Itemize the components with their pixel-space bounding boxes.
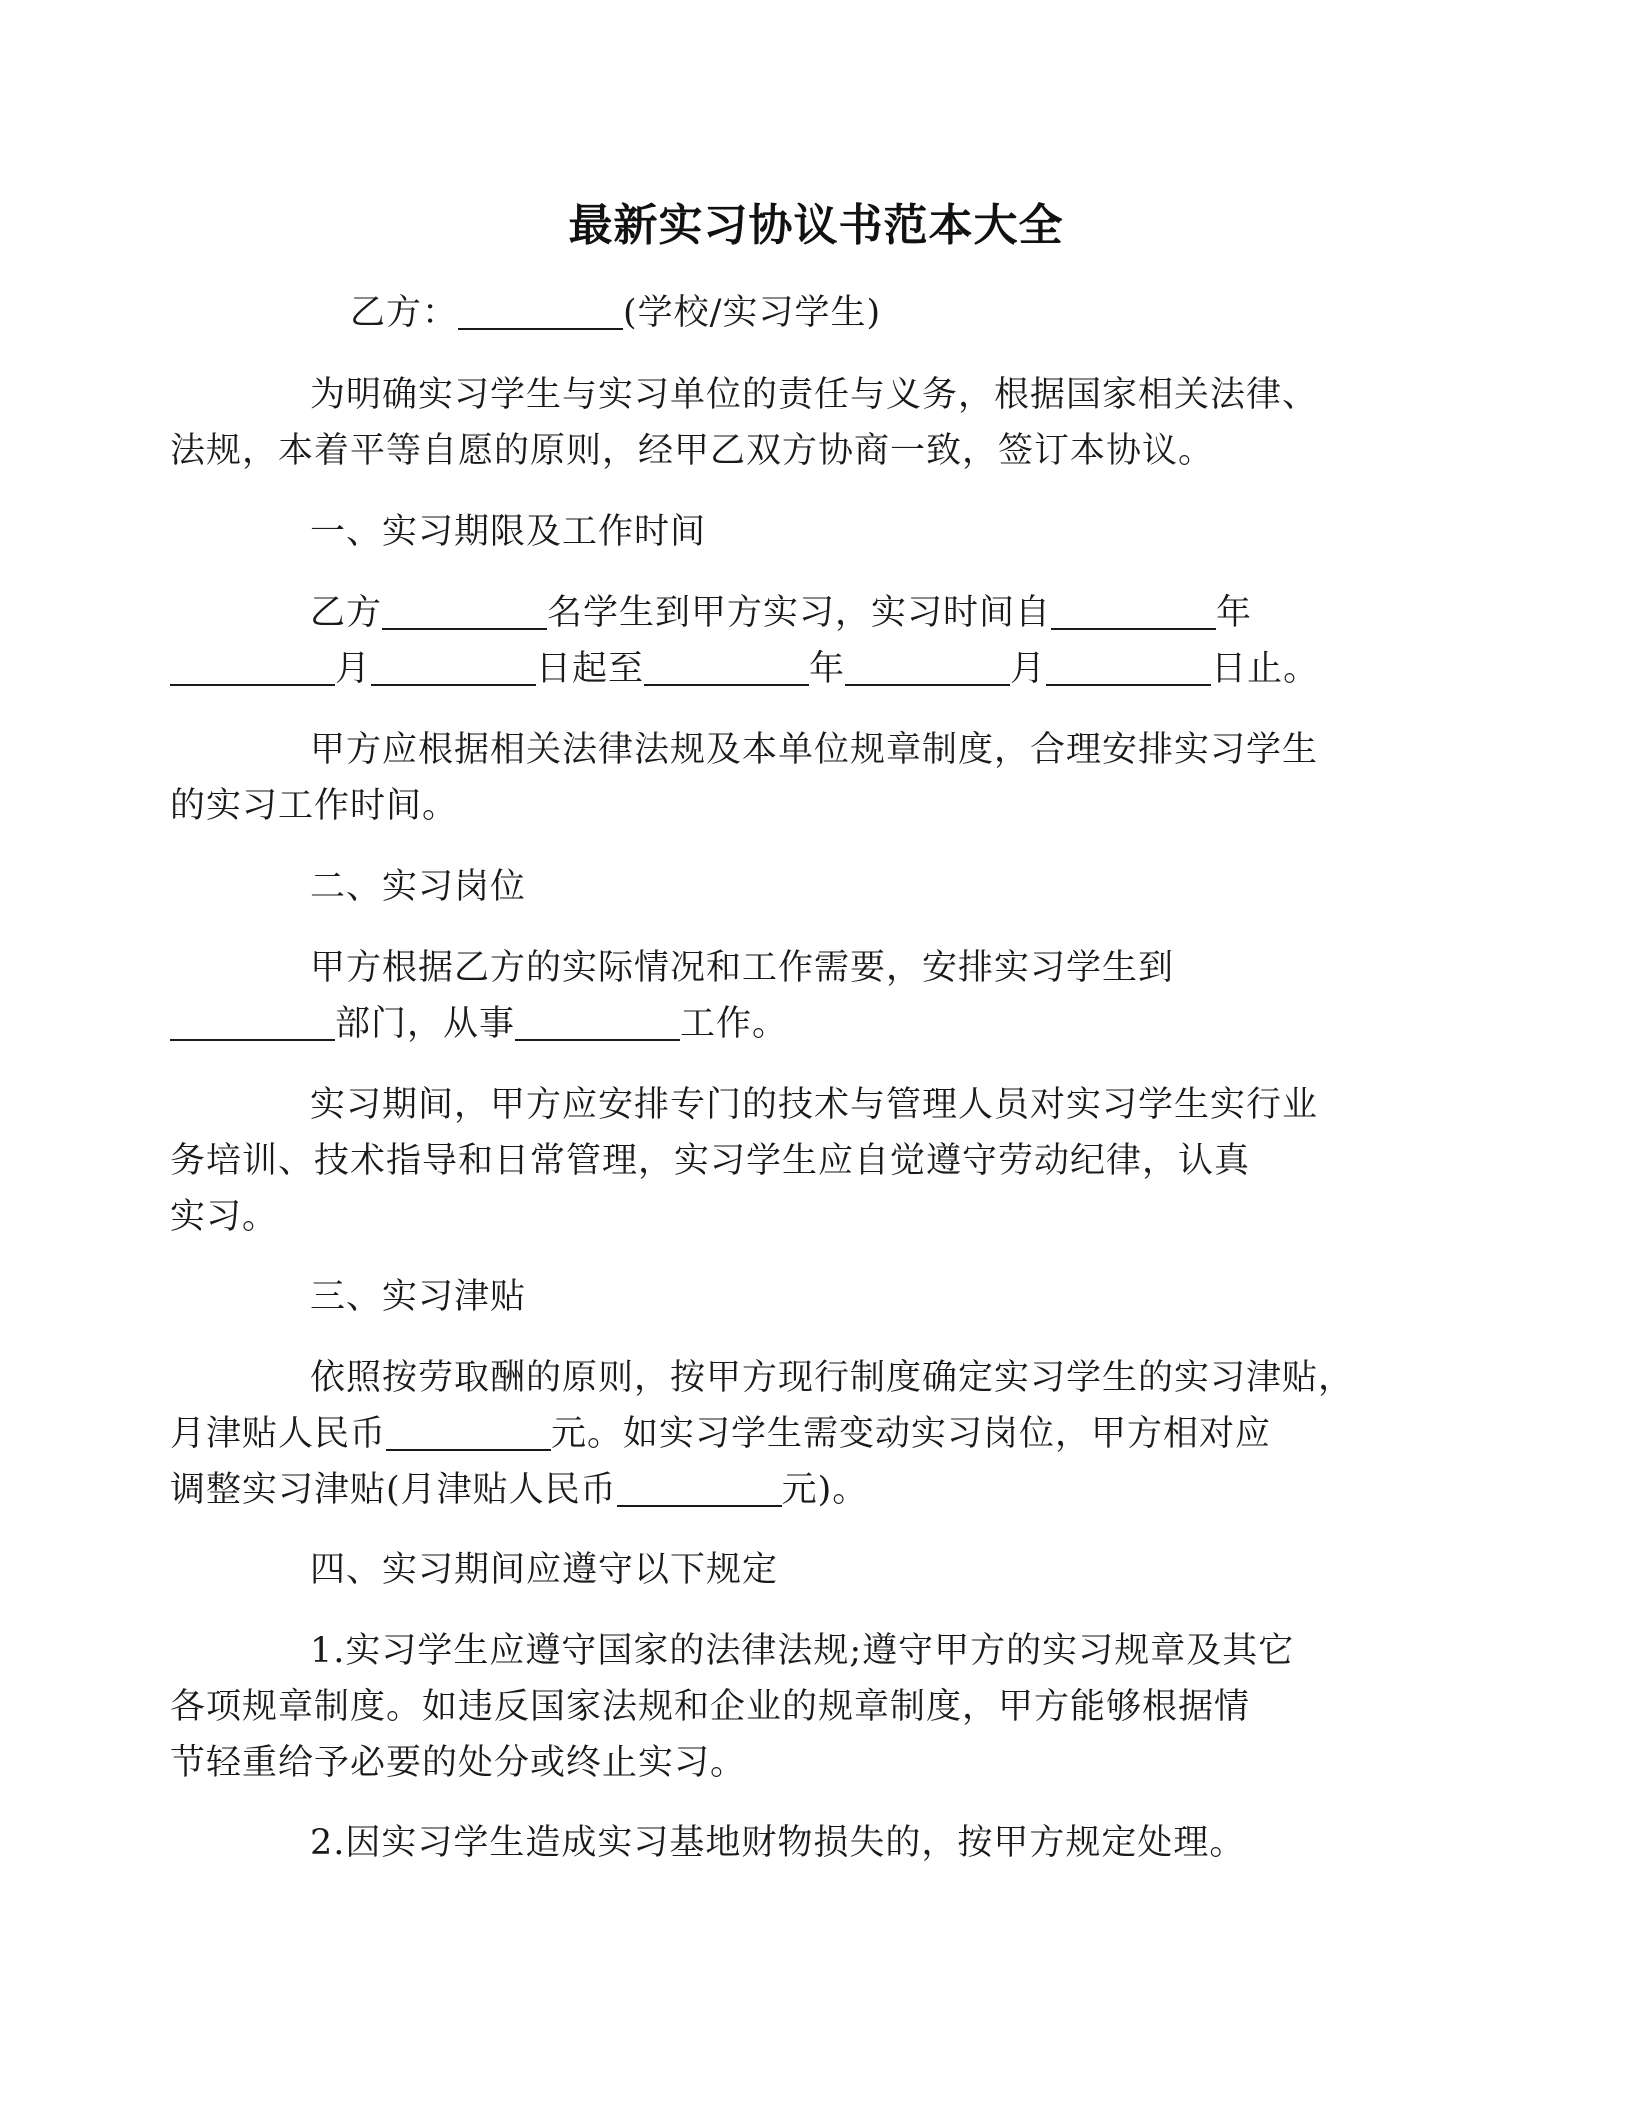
party-b-blank[interactable] — [458, 288, 623, 330]
s4i1-line-1: 1.实习学生应遵守国家的法律法规;遵守甲方的实习规章及其它 — [310, 1631, 1295, 1671]
s1p2-line-2: 的实习工作时间。 — [170, 786, 459, 826]
s4i1-line-3: 节轻重给予必要的处分或终止实习。 — [170, 1743, 747, 1783]
department-blank[interactable] — [170, 999, 335, 1041]
section-2-paragraph-1 — [240, 940, 1410, 1052]
s4i2-line-1: 2.因实习学生造成实习基地财物损失的，按甲方规定处理。 — [310, 1823, 1246, 1863]
work-type-blank[interactable] — [515, 999, 680, 1041]
party-b-line — [350, 285, 1520, 341]
end-month-blank[interactable] — [845, 644, 1010, 686]
document-title: 最新实习协议书范本大全 — [568, 200, 1064, 251]
s3p1-text-4: 元)。 — [781, 1470, 869, 1510]
s1p2-line-1: 甲方应根据相关法律法规及本单位规章制度，合理安排实习学生 — [310, 730, 1319, 770]
s1p1-text-6: 年 — [809, 649, 846, 689]
end-day-blank[interactable] — [1046, 644, 1211, 686]
s2p1-text-2: 工作。 — [680, 1004, 789, 1044]
s1p1-text-8: 日止。 — [1211, 649, 1320, 689]
s2p1-line-1: 甲方根据乙方的实际情况和工作需要，安排实习学生到 — [310, 948, 1175, 988]
section-4-item-1 — [170, 1623, 1410, 1791]
adjusted-allowance-blank[interactable] — [617, 1465, 782, 1507]
party-b-label: 乙方： — [350, 293, 459, 333]
monthly-allowance-blank[interactable] — [386, 1409, 551, 1451]
s3p1-text-3: 调整实习津贴(月津贴人民币 — [170, 1470, 617, 1510]
intro-line-1: 为明确实习学生与实习单位的责任与义务，根据国家相关法律、 — [310, 375, 1319, 415]
student-count-blank[interactable] — [382, 588, 547, 630]
start-day-blank[interactable] — [371, 644, 536, 686]
section-3-heading-block — [240, 1269, 1410, 1325]
start-year-blank[interactable] — [1051, 588, 1216, 630]
s1p1-text-4: 月 — [335, 649, 372, 689]
section-2-paragraph-2 — [170, 1077, 1410, 1245]
end-year-blank[interactable] — [644, 644, 809, 686]
s1p1-text-2: 名学生到甲方实习，实习时间自 — [547, 593, 1052, 633]
intro-paragraph — [170, 367, 1410, 479]
section-3-paragraph-1 — [170, 1350, 1410, 1518]
s1p1-text-5: 日起至 — [536, 649, 645, 689]
section-2-heading: 二、实习岗位 — [310, 867, 527, 907]
section-2-heading-block — [240, 859, 1410, 915]
s1p1-text-1: 乙方 — [310, 593, 383, 633]
s3p1-text-2: 元。如实习学生需变动实习岗位，甲方相对应 — [551, 1414, 1272, 1454]
start-month-blank[interactable] — [170, 644, 335, 686]
s2p1-text-1: 部门，从事 — [335, 1004, 516, 1044]
s2p2-line-1: 实习期间，甲方应安排专门的技术与管理人员对实习学生实行业 — [310, 1085, 1319, 1125]
s2p2-line-3: 实习。 — [170, 1197, 279, 1237]
s4i1-line-2: 各项规章制度。如违反国家法规和企业的规章制度，甲方能够根据情 — [170, 1687, 1251, 1727]
section-4-heading-block — [240, 1542, 1410, 1598]
s3p1-text-1: 月津贴人民币 — [170, 1414, 387, 1454]
section-1-paragraph-1 — [240, 585, 1410, 697]
intro-line-2: 法规，本着平等自愿的原则，经甲乙双方协商一致，签订本协议。 — [170, 431, 1215, 471]
s3p1-line-1: 依照按劳取酬的原则，按甲方现行制度确定实习学生的实习津贴， — [310, 1358, 1355, 1398]
s2p2-line-2: 务培训、技术指导和日常管理，实习学生应自觉遵守劳动纪律，认真 — [170, 1141, 1251, 1181]
section-4-heading: 四、实习期间应遵守以下规定 — [310, 1550, 779, 1590]
section-4-item-2 — [240, 1815, 1410, 1871]
section-3-heading: 三、实习津贴 — [310, 1277, 527, 1317]
section-1-heading: 一、实习期限及工作时间 — [310, 512, 707, 552]
party-b-suffix: (学校/实习学生) — [623, 293, 882, 333]
section-1-heading-block — [240, 504, 1410, 560]
s1p1-text-7: 月 — [1010, 649, 1047, 689]
s1p1-text-3: 年 — [1216, 593, 1253, 633]
section-1-paragraph-2 — [170, 722, 1410, 834]
